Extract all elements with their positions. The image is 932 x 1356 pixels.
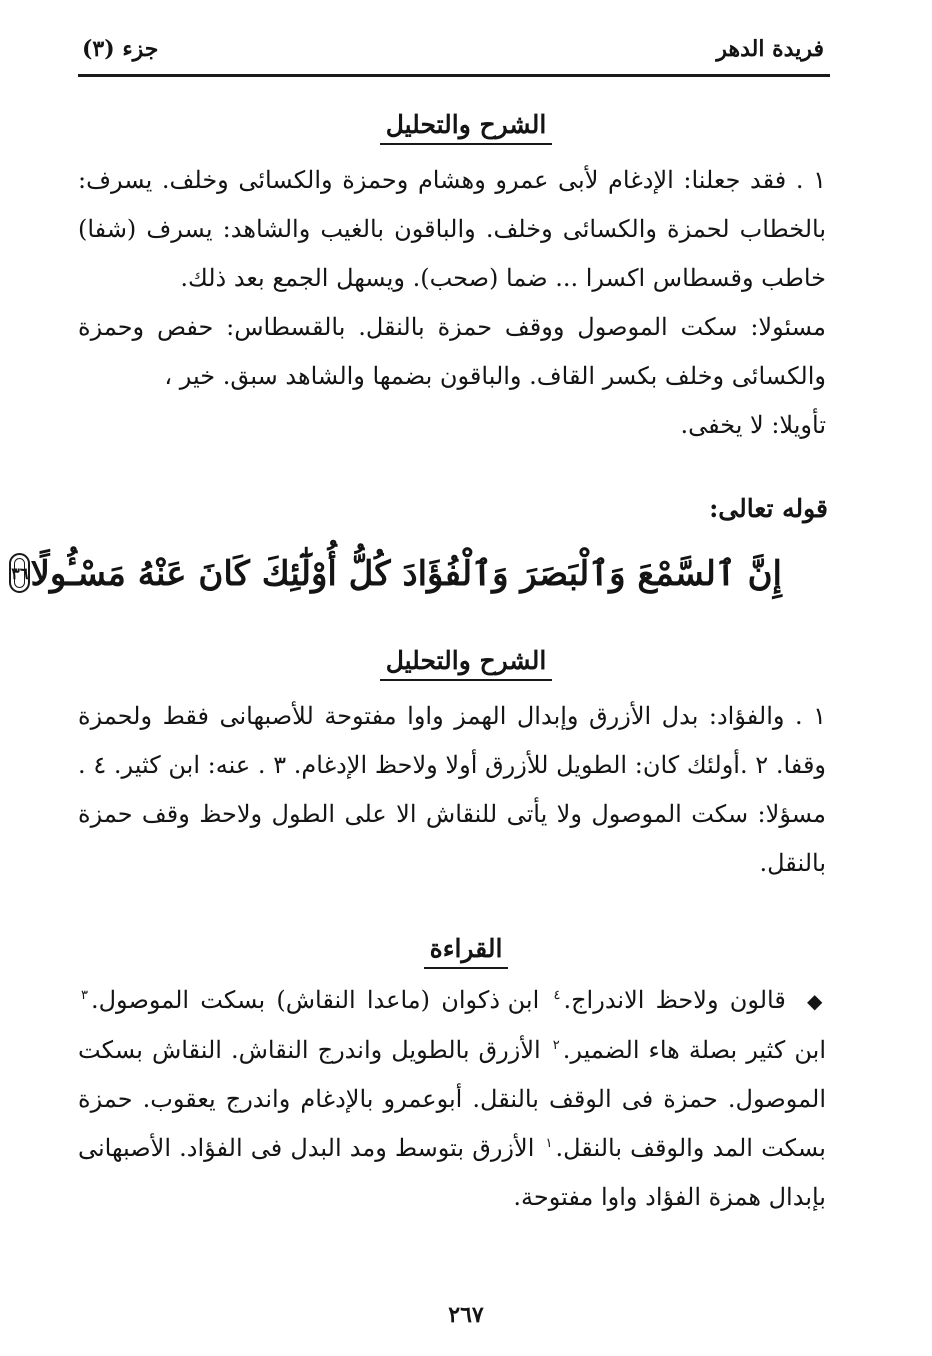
section-heading	[0, 110, 932, 145]
verse-intro: قوله تعالى:	[709, 494, 828, 523]
commentary-block	[78, 692, 826, 888]
part-label: جزء (٣)	[82, 36, 159, 62]
reading-segment: قالون ولاحظ الاندراج.	[563, 986, 786, 1014]
section-heading	[0, 934, 932, 969]
page-number: ٢٦٧	[448, 1302, 484, 1328]
commentary-paragraph: ١ . والفؤاد: بدل الأزرق وإبدال الهمز واوا مفتوحة للأصبهانى فقط ولحمزة وقفا. ٢ .أولئك كان: الطويل للأزرق أولا ولاحظ الإدغام. ٣ . عنه: ابن كثير. ٤ . مسؤلا: سكت الموصول ولا يأتى للنقاش الا على الطول ولاحظ وقف حمزة بالنقل.	[78, 702, 827, 877]
readings-block	[78, 976, 826, 1222]
reading-segment: ابن كثير بصلة هاء الضمير.	[562, 1036, 826, 1064]
quran-verse	[11, 538, 782, 608]
diamond-bullet-icon: ◆	[807, 989, 826, 1013]
reading-segment: الأزرق بالطويل واندرج النقاش. النقاش بسكت الموصول. حمزة فى الوقف بالنقل. أبوعمرو بالإدغام واندرج يعقوب. حمزة بسكت المد والوقف بالنقل.	[78, 1036, 826, 1162]
section-heading-text: الشرح والتحليل	[380, 646, 553, 681]
readings-paragraph	[78, 976, 826, 1222]
footnote-marker: ١	[545, 1136, 553, 1151]
page-header	[78, 28, 830, 77]
footnote-marker: ٢	[552, 1038, 560, 1053]
commentary-paragraph: ١ . فقد جعلنا: الإدغام لأبى عمرو وهشام وحمزة والكسائى وخلف. يسرف: بالخطاب لحمزة والكسائى وخلف. والباقون بالغيب والشاهد: يسرف (شفا) خاطب وقسطاس اكسرا ... ضما (صحب). ويسهل الجمع بعد ذلك.	[78, 166, 826, 292]
reading-segment: الأزرق بتوسط ومد البدل فى الفؤاد. الأصبهانى بإبدال همزة الفؤاد واوا مفتوحة.	[78, 1134, 826, 1211]
footnote-marker: ٣	[81, 988, 88, 1003]
verse-number: ٣٦	[11, 563, 29, 583]
running-title: فريدة الدهر	[716, 36, 824, 62]
reading-segment: ابن ذكوان (ماعدا النقاش) بسكت الموصول.	[90, 986, 540, 1014]
footnote-marker: ٤	[553, 988, 561, 1003]
section-heading-text: القراءة	[424, 934, 509, 969]
verse-text: إِنَّ ٱلسَّمْعَ وَٱلْبَصَرَ وَٱلْفُؤَادَ كُلُّ أُوْلَٰٓئِكَ كَانَ عَنْهُ مَسْـُٔولًا	[30, 553, 782, 594]
commentary-block	[78, 156, 826, 450]
verse-number-ornament-icon	[9, 553, 30, 593]
section-heading	[0, 646, 932, 681]
commentary-paragraph: مسئولا: سكت الموصول ووقف حمزة بالنقل. بالقسطاس: حفص وحمزة والكسائى وخلف بكسر القاف. والباقون بضمها والشاهد سبق. خير ،	[78, 313, 826, 390]
section-heading-text: الشرح والتحليل	[380, 110, 553, 145]
commentary-paragraph: تأويلا: لا يخفى.	[680, 411, 826, 439]
